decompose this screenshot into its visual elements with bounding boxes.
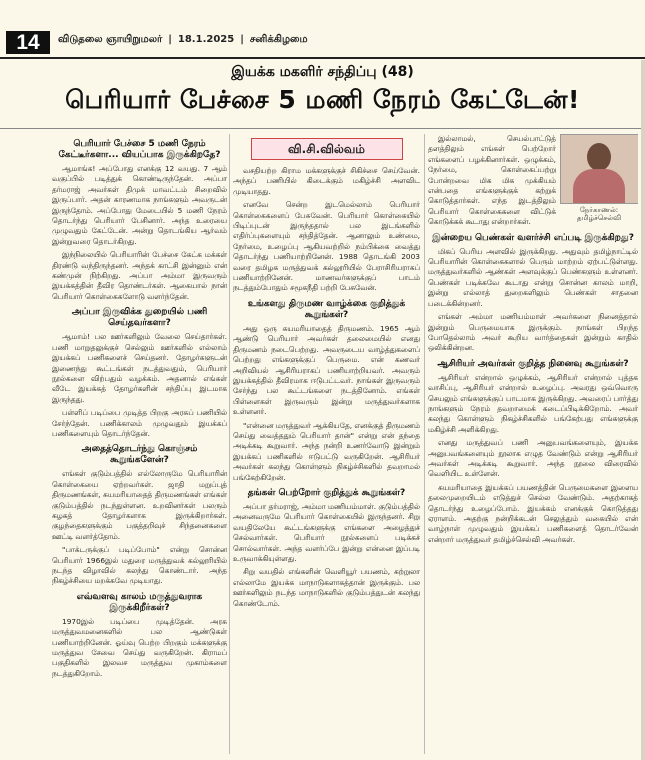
paragraph: எங்கள் குடும்பத்தில் எல்லோருமே பெரியாரின் கொள்கையை ஏற்றவர்கள். ஜாதி மறுப்புத் திருமணங்கள், சுயமரியாதைத் திருமணங்கள் எங்கள் குடும்பத்தில் நடந்துள்ளன. உறவினர்கள் பலரும் கழகத் தோழர்களாக இருக்கிறார்கள். குழந்தைகளுக்கும் பகுத்தறிவுச் சிந்தனைகளை ஊட்டி வளர்த்தோம். bbox=[52, 469, 227, 541]
paragraph: ஆசிரியர் என்றால் ஒழுக்கம், ஆசிரியர் என்றால் புத்தக வாசிப்பு, ஆசிரியர் என்றால் உழைப்பு. அவரது ஒவ்வொரு செயலும் எங்களுக்குப் பாடமாக இருக்கிறது. அவரைப் பார்த்து நாங்களும் நேரம் தவறாமைக் கடைப்பிடிக்கிறோம். அவர் கலந்து கொள்ளும் நிகழ்ச்சிகளில் பங்கேற்பது எங்களுக்கு மகிழ்ச்சி அளிக்கிறது. bbox=[428, 372, 638, 434]
question-heading: அதைத்தொடர்ந்து கொஞ்சம் கூறுங்களேன்? bbox=[81, 444, 198, 466]
paragraph: ஆமாம்! பல ஊர்களிலும் வேலை செய்தார்கள். பணி மாறுதலுக்குச் செல்லும் ஊர்களில் எல்லாம் இயக்கப் பணிகளைச் செய்தனர். தோழர்களுடன் இணைந்து கூட்டங்கள் நடத்துவதும், பெரியார் நூல்களை விற்பதும் வழக்கம். அதனால் எங்கள் வீடே இயக்கத் தோழர்களின் சந்திப்பு இடமாக இருந்தது. bbox=[52, 332, 227, 404]
interviewee-photo bbox=[560, 134, 638, 204]
header-info: விடுதலை ஞாயிறுமலர் | 18.1.2025 | சனிக்கிழமை bbox=[58, 34, 308, 45]
paragraph: இந்நிலையில் பெரியாரின் பேச்சை கேட்க மக்கள் திரண்டு வந்திருந்தனர். அந்தக் காட்சி இன்னும் என் கண்முன் நிற்கிறது. அப்பா அம்மா இருவரும் இயக்கத்தின் தீவிர தொண்டர்கள். ஆகையால் நான் பெரியார் கொள்கைகளோடு வளர்ந்தேன். bbox=[52, 250, 227, 301]
paragraph: எனவே சென்ற இடமெல்லாம் பெரியார் கொள்கைகளைப் பேசுவேன். பெரியார் கொள்கையில் பிடிப்புடன் இருந்ததால் பல இடங்களில் எதிர்ப்புகளையும் சந்தித்தேன். ஆனாலும் உண்மை, நேர்மை, உழைப்பு ஆகியவற்றில் நம்பிக்கை வைத்து தொடர்ந்து பணியாற்றினேன். 1988 தொடங்கி 2003 வரை தமிழக மருத்துவக் கல்லூரியில் பேராசிரியராகப் பணியாற்றினேன். மாணவர்களுக்குப் பாடம் நடத்தும்போதும் சமூகநீதி பற்றி பேசுவேன். bbox=[233, 200, 420, 293]
paragraph: சிறு வயதில் எங்களின் வெளியூர் பயணம், சுற்றுலா எல்லாமே இயக்க மாநாடுகளாகத்தான் இருக்கும். பல ஊர்களிலும் நடந்த மாநாடுகளில் குடும்பத்துடன் கலந்து கொண்டோம். bbox=[233, 567, 420, 608]
photo-caption: நேர்காணல்: தமிழ்ச்செல்வி bbox=[576, 206, 622, 222]
column-divider bbox=[424, 134, 425, 754]
header-rule bbox=[0, 57, 645, 59]
author-byline: வி.சி.வில்வம் bbox=[251, 138, 403, 160]
paragraph: மிகப் பெரிய அளவில் இருக்கிறது. அதுவும் தமிழ்நாட்டில் பெரியாரின் கொள்கைகளால் பெரும் மாற்றம் ஏற்பட்டுள்ளது. மருத்துவர்களில் ஆண்கள் அளவுக்குப் பெண்களும் உள்ளனர். பெண்கள் படிக்கவே கூடாது என்று சொன்ன காலம் மாறி, இன்று எல்லாத் துறைகளிலும் பெண்கள் சாதனை படைக்கின்றனர். bbox=[428, 246, 638, 308]
paragraph: அப்பா தர்மராஜ், அம்மா மணியம்மாள். குடும்பத்தில் அனைவருமே பெரியார் கொள்கையில் இருந்தனர். சிறு வயதிலேயே கூட்டங்களுக்கு எங்களை அழைத்துச் செல்வார்கள். பெரியார் நூல்களைப் படிக்கச் சொல்வார்கள். அந்த வளர்ப்பே இன்று என்னை இப்படி உருவாக்கியுள்ளது. bbox=[233, 501, 420, 563]
interviewee-photo-block bbox=[560, 134, 638, 222]
main-title: பெரியார் பேச்சை 5 மணி நேரம் கேட்டேன்! bbox=[65, 85, 580, 114]
paragraph: பள்ளிப் படிப்பை முடித்த பிறகு அரசுப் பணியில் சேர்ந்தேன். பணிக்காலம் முழுவதும் இயக்கப் பணிகளையும் தொடர்ந்தேன். bbox=[52, 408, 227, 438]
question-heading: உங்களது திருமண வாழ்க்கை குறித்துக் கூறுங்கள்? bbox=[247, 298, 406, 320]
paragraph: வசதியற்ற கிராம மக்களுக்குச் சிகிச்சை செய்வேன். அந்தப் பணியில் கிடைக்கும் மகிழ்ச்சி அளவிட முடியாதது. bbox=[233, 166, 420, 196]
page-edge bbox=[641, 60, 645, 760]
article-column-1 bbox=[52, 134, 227, 754]
question-heading: தங்கள் பெற்றோர் குறித்துக் கூறுங்கள்? bbox=[247, 487, 406, 498]
photo-body-shape bbox=[573, 169, 625, 204]
page-number: 14 bbox=[6, 31, 50, 54]
photo-head-shape bbox=[587, 143, 611, 171]
paragraph: "என்னை மருத்துவர் ஆக்கியதே, எனக்குத் திருமணம் செய்து வைத்ததும் பெரியார் தான்" என்று என் தந்தை அடிக்கடி கூறுவார். அந்த நன்றி உணர்வோடு இன்றும் இயக்கப் பணிகளில் ஈடுபட்டு வருகிறேன். ஆசிரியர் அவர்கள் கலந்து கொள்ளும் நிகழ்ச்சிகளில் தவறாமல் பங்கேற்கிறேன். bbox=[233, 420, 420, 482]
masthead bbox=[0, 0, 645, 60]
paragraph: சுயமரியாதை இயக்கப் பயணத்தின் பெருமைகளை இளைய தலைமுறையிடம் எடுத்துச் செல்ல வேண்டும். அதற்காகத் தொடர்ந்து உழைப்போம். இயக்கம் எனக்குக் கொடுத்தது ஏராளம். அதற்கு நன்றிக்கடன் செலுத்தும் வகையில் என் வாழ்நாள் முழுவதும் இயக்கப் பணிகளைத் தொடர்வேன் என்றார் மருத்துவர் தமிழ்ச்செல்வி அவர்கள். bbox=[428, 482, 638, 544]
paragraph: 1970இல் படிப்பை முடித்தேன். அரசு மருத்துவமனைகளில் பல ஆண்டுகள் பணியாற்றினேன். ஓய்வு பெற்ற பிறகும் மக்களுக்கு மருத்துவ சேவை செய்து வருகிறேன். கிராமப் பகுதிகளில் இலவச மருத்துவ முகாம்களை நடத்துகிறோம். bbox=[52, 616, 227, 678]
question-heading: எவ்வளவு காலம் மருத்துவராக இருக்கிறீர்கள்? bbox=[76, 591, 203, 613]
paragraph: அது ஒரு சுயமரியாதைத் திருமணம். 1965 ஆம் ஆண்டு பெரியார் அவர்கள் தலைமையில் எனது திருமணம் நடைபெற்றது. அவருடைய வாழ்த்துகளைப் பெற்றது எங்களுக்குப் பெருமை. என் கணவர் அறிவியல் ஆசிரியராகப் பணியாற்றியவர். அவரும் இயக்கத்தில் தீவிரமாக ஈடுபட்டவர். நாங்கள் இருவரும் சேர்ந்து பல கூட்டங்களை நடத்தினோம். எங்கள் பிள்ளைகள் இருவரும் இன்று மருத்துவர்களாக உள்ளனர். bbox=[233, 323, 420, 417]
question-heading: பெரியார் பேச்சை 5 மணி நேரம் கேட்டீர்களா... வியப்பாக இருக்கிறதே? bbox=[58, 139, 221, 160]
paragraph: எங்கள் அம்மா மணியம்மாள் அவர்களை நினைத்தால் இன்றும் பெருமையாக இருக்கும். நாங்கள் பிறந்த போதெல்லாம் அவர் கூறிய வார்த்தைகள் இன்றும் காதில் ஒலிக்கின்றன. bbox=[428, 312, 638, 353]
question-heading: ஆசிரியர் அவர்கள் குறித்த நினைவு கூறுங்கள்? bbox=[437, 358, 629, 369]
title-rule bbox=[0, 128, 645, 129]
issue-date: 18.1.2025 bbox=[177, 34, 235, 45]
paragraph: "பாக்டருக்குப் படிப்போம்" என்று சொன்ன பெரியார் 1966இல் மதுரை மருத்துவக் கல்லூரியில் நடந்த விழாவில் கலந்து கொண்டார். அந்த நிகழ்ச்சியை மறக்கவே முடியாது. bbox=[52, 545, 227, 586]
question-heading: அப்பா இருவிக்க துறையில் பணி செய்தவர்களா? bbox=[71, 307, 208, 329]
newspaper-name: விடுதலை ஞாயிறுமலர் bbox=[58, 34, 163, 45]
paragraph: ஆமாங்க! அப்போது எனக்கு 12 வயது. 7 ஆம் வகுப்பில் படித்துக் கொண்டிருந்தேன். அப்பா தர்மராஜ் அவர்கள் திமுக் மாவட்டம் சிறைவில் இருப்பார். அதன் காரணமாக நாங்களும் அவருடன் இருந்தோம். அப்போது மேடையில் 5 மணி நேரம் தொடர்ந்து பெரியார் பேசினார். அந்த உரையை முழுவதும் கேட்டேன். அன்று தொடங்கிய ஆர்வம் இன்றுவரை தொடர்கிறது. bbox=[52, 164, 227, 246]
article-column-3 bbox=[428, 134, 638, 754]
article-column-2 bbox=[233, 134, 420, 754]
question-heading: இன்றைய பெண்கள் வளர்ச்சி எப்படி இருக்கிறது? bbox=[432, 232, 634, 243]
paragraph: எனது மருத்துவப் பணி அனுபவங்களையும், இயக்க அனுபவங்களையும் நூலாக எழுத வேண்டும் என்று ஆசிரியர் அவர்கள் அடிக்கடி கூறுவார். அந்த நூலை விரைவில் வெளியிட உள்ளேன். bbox=[428, 438, 638, 479]
series-title: இயக்க மகளிர் சந்திப்பு (48) bbox=[231, 64, 414, 80]
column-divider bbox=[229, 134, 230, 754]
issue-day: சனிக்கிழமை bbox=[249, 34, 308, 45]
paragraph: இல்லாமல், செயல்பாட்டுத் தளத்திலும் எங்கள் பெற்றோர் எங்களைப் பழக்கினார்கள். ஒழுக்கம், நேர்மை, கொள்கைப்பற்று போன்றவை மிக மிக முக்கியம் என்பதை எங்களுக்குக் கற்றுக் கொடுத்தார்கள். எந்த இடத்திலும் பெரியார் கொள்கைகளை விட்டுக் கொடுக்கக் கூடாது என்றார்கள். bbox=[428, 134, 556, 227]
